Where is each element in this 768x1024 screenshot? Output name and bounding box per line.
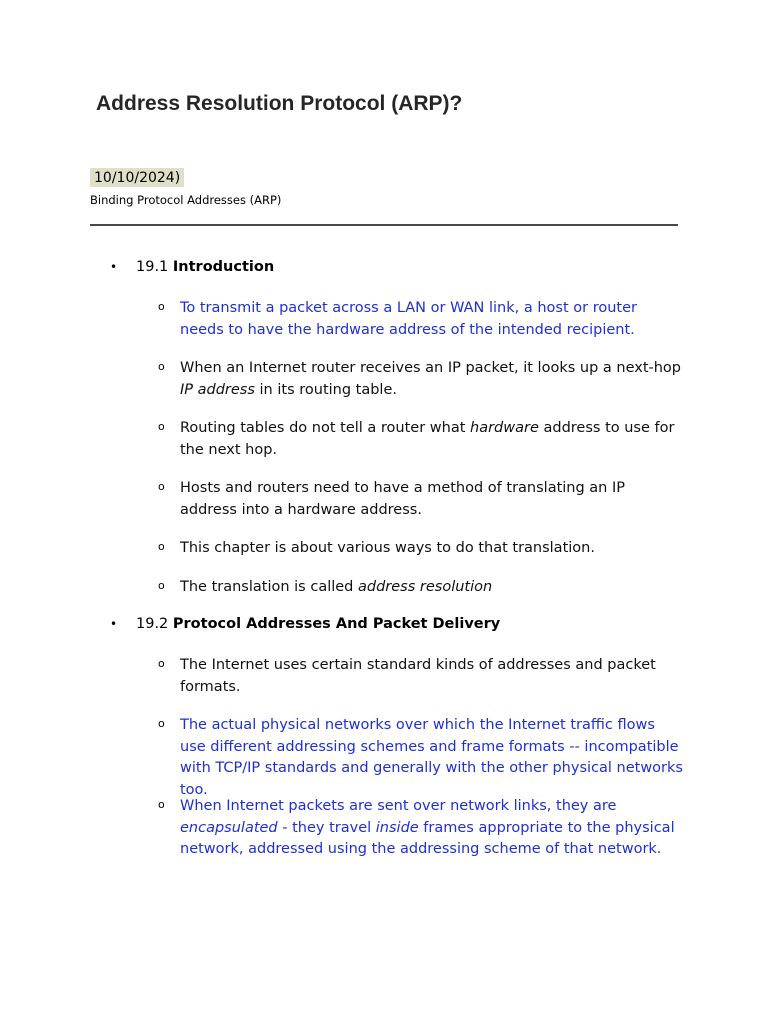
document-date: 10/10/2024) (90, 168, 184, 187)
bullet-icon: • (110, 260, 118, 274)
hollow-bullet-icon: o (158, 540, 165, 553)
list-item-text: To transmit a packet across a LAN or WAN link, a host or router needs to have the hardware address of the intended recipient. (180, 300, 637, 338)
list-item-text: Hosts and routers need to have a method of translating an IP address into a hardware address. (180, 480, 625, 518)
section-heading (136, 616, 500, 632)
hollow-bullet-icon: o (158, 420, 165, 433)
hollow-bullet-icon: o (158, 480, 165, 493)
section-title: Protocol Addresses And Packet Delivery (172, 616, 501, 632)
hollow-bullet-icon: o (158, 798, 165, 811)
list-item-text: The translation is called address resolution (180, 579, 493, 595)
hollow-bullet-icon: o (158, 717, 165, 730)
document-title: Address Resolution Protocol (ARP)? (96, 92, 463, 115)
section-number: 19.1 (136, 259, 169, 275)
hollow-bullet-icon: o (158, 579, 165, 592)
list-item-text: The Internet uses certain standard kinds of addresses and packet formats. (180, 657, 656, 695)
list-item-text: Routing tables do not tell a router what hardware address to use for the next hop. (180, 420, 675, 458)
hollow-bullet-icon: o (158, 657, 165, 670)
list-item-text: When an Internet router receives an IP packet, it looks up a next-hop IP address in its routing table. (180, 360, 682, 398)
section-heading (136, 259, 274, 275)
list-item-text: This chapter is about various ways to do that translation. (180, 540, 595, 556)
bullet-icon: • (110, 617, 118, 631)
list-item-text: The actual physical networks over which the Internet traffic flows use different addressing schemes and frame formats -- incompatible with TCP/IP standards and generally with the other physical networks too. (180, 717, 683, 798)
document-subtitle: Binding Protocol Addresses (ARP) (90, 193, 282, 207)
hollow-bullet-icon: o (158, 300, 165, 313)
section-number: 19.2 (136, 616, 169, 632)
list-item-text: When Internet packets are sent over network links, they are encapsulated - they travel inside frames appropriate to the physical network, addressed using the addressing scheme of that network. (180, 798, 675, 857)
hollow-bullet-icon: o (158, 360, 165, 373)
section-title: Introduction (172, 259, 275, 275)
